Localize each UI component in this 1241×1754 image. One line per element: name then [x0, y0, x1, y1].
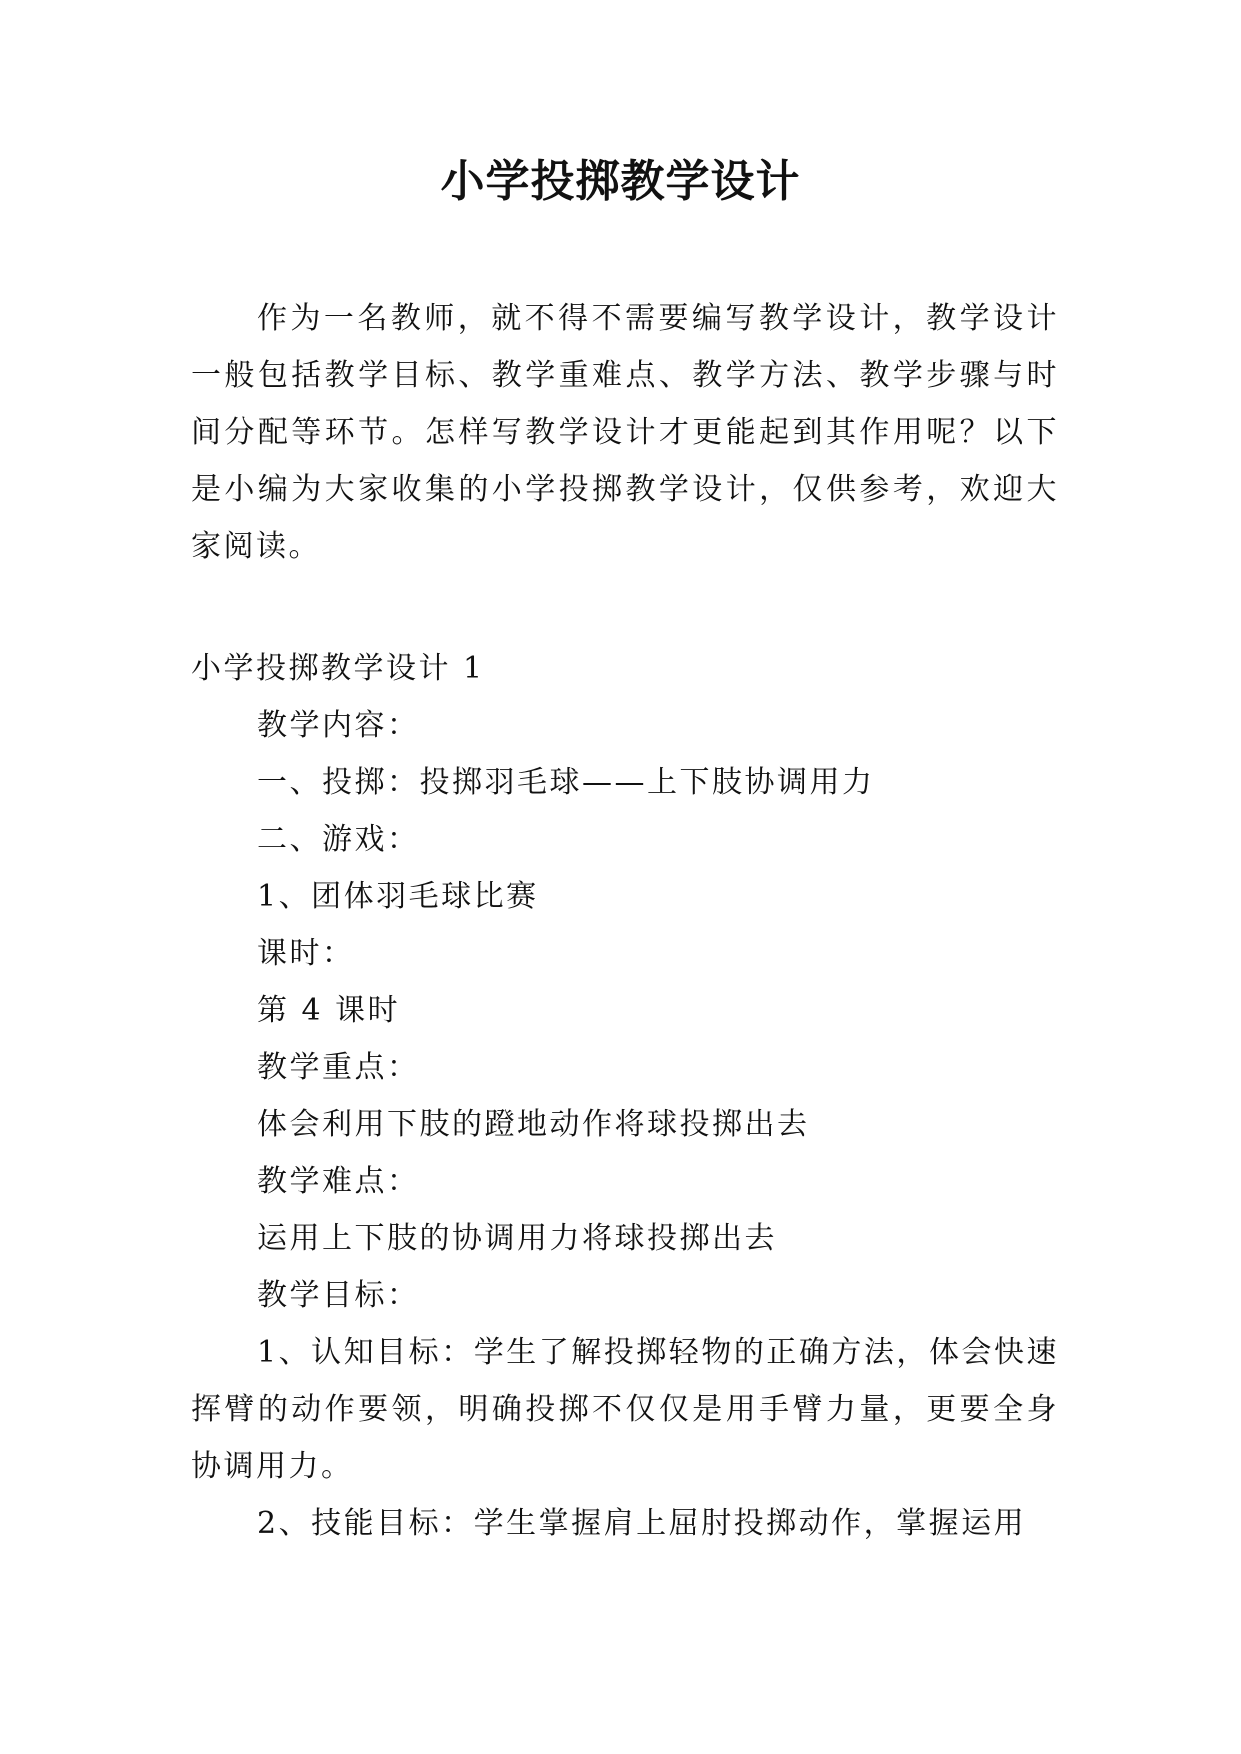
- game-item-1: 1、团体羽毛球比赛: [257, 879, 539, 914]
- difficulties-value: 运用上下肢的协调用力将球投掷出去: [257, 1221, 777, 1256]
- objective-cognitive: 1、认知目标：学生了解投掷轻物的正确方法，体会快速挥臂的动作要领，明确投掷不仅仅是用手臂力量，更要全身协调用力。: [191, 1335, 1059, 1484]
- key-points-value: 体会利用下肢的蹬地动作将球投掷出去: [257, 1107, 810, 1142]
- label-objectives: 教学目标：: [257, 1278, 420, 1313]
- label-class-hours: 课时：: [257, 936, 355, 971]
- section-1: [191, 640, 1059, 1552]
- content-item-throwing: 一、投掷：投掷羽毛球——上下肢协调用力: [257, 765, 875, 800]
- class-hours-value: 第 4 课时: [257, 993, 401, 1028]
- label-difficulties: 教学难点：: [257, 1164, 420, 1199]
- content-item-game: 二、游戏：: [257, 822, 420, 857]
- section-heading: 小学投掷教学设计 1: [191, 651, 485, 686]
- document-title: 小学投掷教学设计: [440, 156, 801, 207]
- objective-skill: 2、技能目标：学生掌握肩上屈肘投掷动作，掌握运用: [257, 1506, 1027, 1541]
- intro-paragraph: 作为一名教师，就不得不需要编写教学设计，教学设计一般包括教学目标、教学重难点、教学方法、教学步骤与时间分配等环节。怎样写教学设计才更能起到其作用呢？以下是小编为大家收集的小学投掷教学设计，仅供参考，欢迎大家阅读。: [191, 301, 1059, 564]
- label-key-points: 教学重点：: [257, 1050, 420, 1085]
- label-teaching-content: 教学内容：: [257, 708, 420, 743]
